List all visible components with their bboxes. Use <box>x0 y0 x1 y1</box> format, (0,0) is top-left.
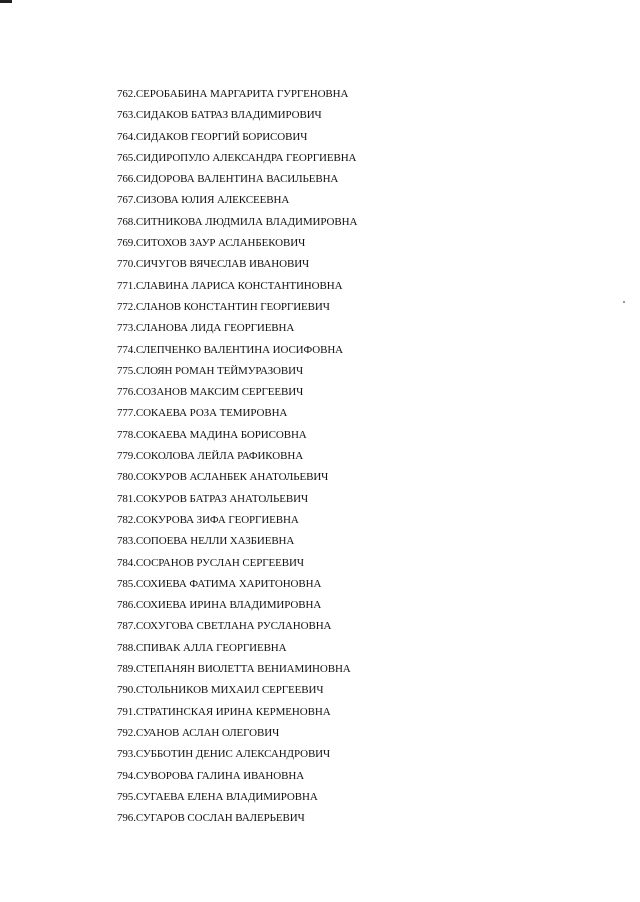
list-item: 773.СЛАНОВА ЛИДА ГЕОРГИЕВНА <box>117 322 295 335</box>
list-item: 778.СОКАЕВА МАДИНА БОРИСОВНА <box>117 428 307 441</box>
scan-artifact-speck <box>623 301 625 303</box>
list-item: 776.СОЗАНОВ МАКСИМ СЕРГЕЕВИЧ <box>117 386 304 399</box>
list-item: 794.СУВОРОВА ГАЛИНА ИВАНОВНА <box>117 769 305 782</box>
list-item: 772.СЛАНОВ КОНСТАНТИН ГЕОРГИЕВИЧ <box>117 300 330 313</box>
list-item: 793.СУББОТИН ДЕНИС АЛЕКСАНДРОВИЧ <box>117 748 331 761</box>
list-item: 763.СИДАКОВ БАТРАЗ ВЛАДИМИРОВИЧ <box>117 109 322 122</box>
list-item: 775.СЛОЯН РОМАН ТЕЙМУРАЗОВИЧ <box>117 364 303 377</box>
list-item: 796.СУГАРОВ СОСЛАН ВАЛЕРЬЕВИЧ <box>117 812 305 825</box>
list-item: 764.СИДАКОВ ГЕОРГИЙ БОРИСОВИЧ <box>117 130 308 143</box>
list-item: 768.СИТНИКОВА ЛЮДМИЛА ВЛАДИМИРОВНА <box>117 215 358 228</box>
list-item: 786.СОХИЕВА ИРИНА ВЛАДИМИРОВНА <box>117 599 322 612</box>
list-item: 783.СОПОЕВА НЕЛЛИ ХАЗБИЕВНА <box>117 535 295 548</box>
list-item: 785.СОХИЕВА ФАТИМА ХАРИТОНОВНА <box>117 577 322 590</box>
list-item: 795.СУГАЕВА ЕЛЕНА ВЛАДИМИРОВНА <box>117 790 318 803</box>
list-item: 790.СТОЛЬНИКОВ МИХАИЛ СЕРГЕЕВИЧ <box>117 684 324 697</box>
list-item: 767.СИЗОВА ЮЛИЯ АЛЕКСЕЕВНА <box>117 194 290 207</box>
list-item: 774.СЛЕПЧЕНКО ВАЛЕНТИНА ИОСИФОВНА <box>117 343 344 356</box>
list-item: 781.СОКУРОВ БАТРАЗ АНАТОЛЬЕВИЧ <box>117 492 308 505</box>
list-item: 784.СОСРАНОВ РУСЛАН СЕРГЕЕВИЧ <box>117 556 304 569</box>
list-item: 762.СЕРОБАБИНА МАРГАРИТА ГУРГЕНОВНА <box>117 88 349 100</box>
list-item: 780.СОКУРОВ АСЛАНБЕК АНАТОЛЬЕВИЧ <box>117 471 329 484</box>
scan-artifact-mark <box>0 0 12 3</box>
list-item: 766.СИДОРОВА ВАЛЕНТИНА ВАСИЛЬЕВНА <box>117 173 339 186</box>
list-item: 765.СИДИРОПУЛО АЛЕКСАНДРА ГЕОРГИЕВНА <box>117 151 357 164</box>
list-item: 771.СЛАВИНА ЛАРИСА КОНСТАНТИНОВНА <box>117 279 343 292</box>
list-item: 777.СОКАЕВА РОЗА ТЕМИРОВНА <box>117 407 288 420</box>
list-item: 770.СИЧУГОВ ВЯЧЕСЛАВ ИВАНОВИЧ <box>117 258 310 271</box>
list-item: 769.СИТОХОВ ЗАУР АСЛАНБЕКОВИЧ <box>117 237 306 250</box>
list-item: 792.СУАНОВ АСЛАН ОЛЕГОВИЧ <box>117 726 280 739</box>
list-item: 782.СОКУРОВА ЗИФА ГЕОРГИЕВНА <box>117 513 299 526</box>
list-item: 779.СОКОЛОВА ЛЕЙЛА РАФИКОВНА <box>117 450 304 463</box>
list-item: 787.СОХУГОВА СВЕТЛАНА РУСЛАНОВНА <box>117 620 332 633</box>
list-item: 788.СПИВАК АЛЛА ГЕОРГИЕВНА <box>117 641 287 654</box>
list-item: 791.СТРАТИНСКАЯ ИРИНА КЕРМЕНОВНА <box>117 705 331 718</box>
name-list <box>117 84 357 829</box>
list-item: 789.СТЕПАНЯН ВИОЛЕТТА ВЕНИАМИНОВНА <box>117 663 351 676</box>
